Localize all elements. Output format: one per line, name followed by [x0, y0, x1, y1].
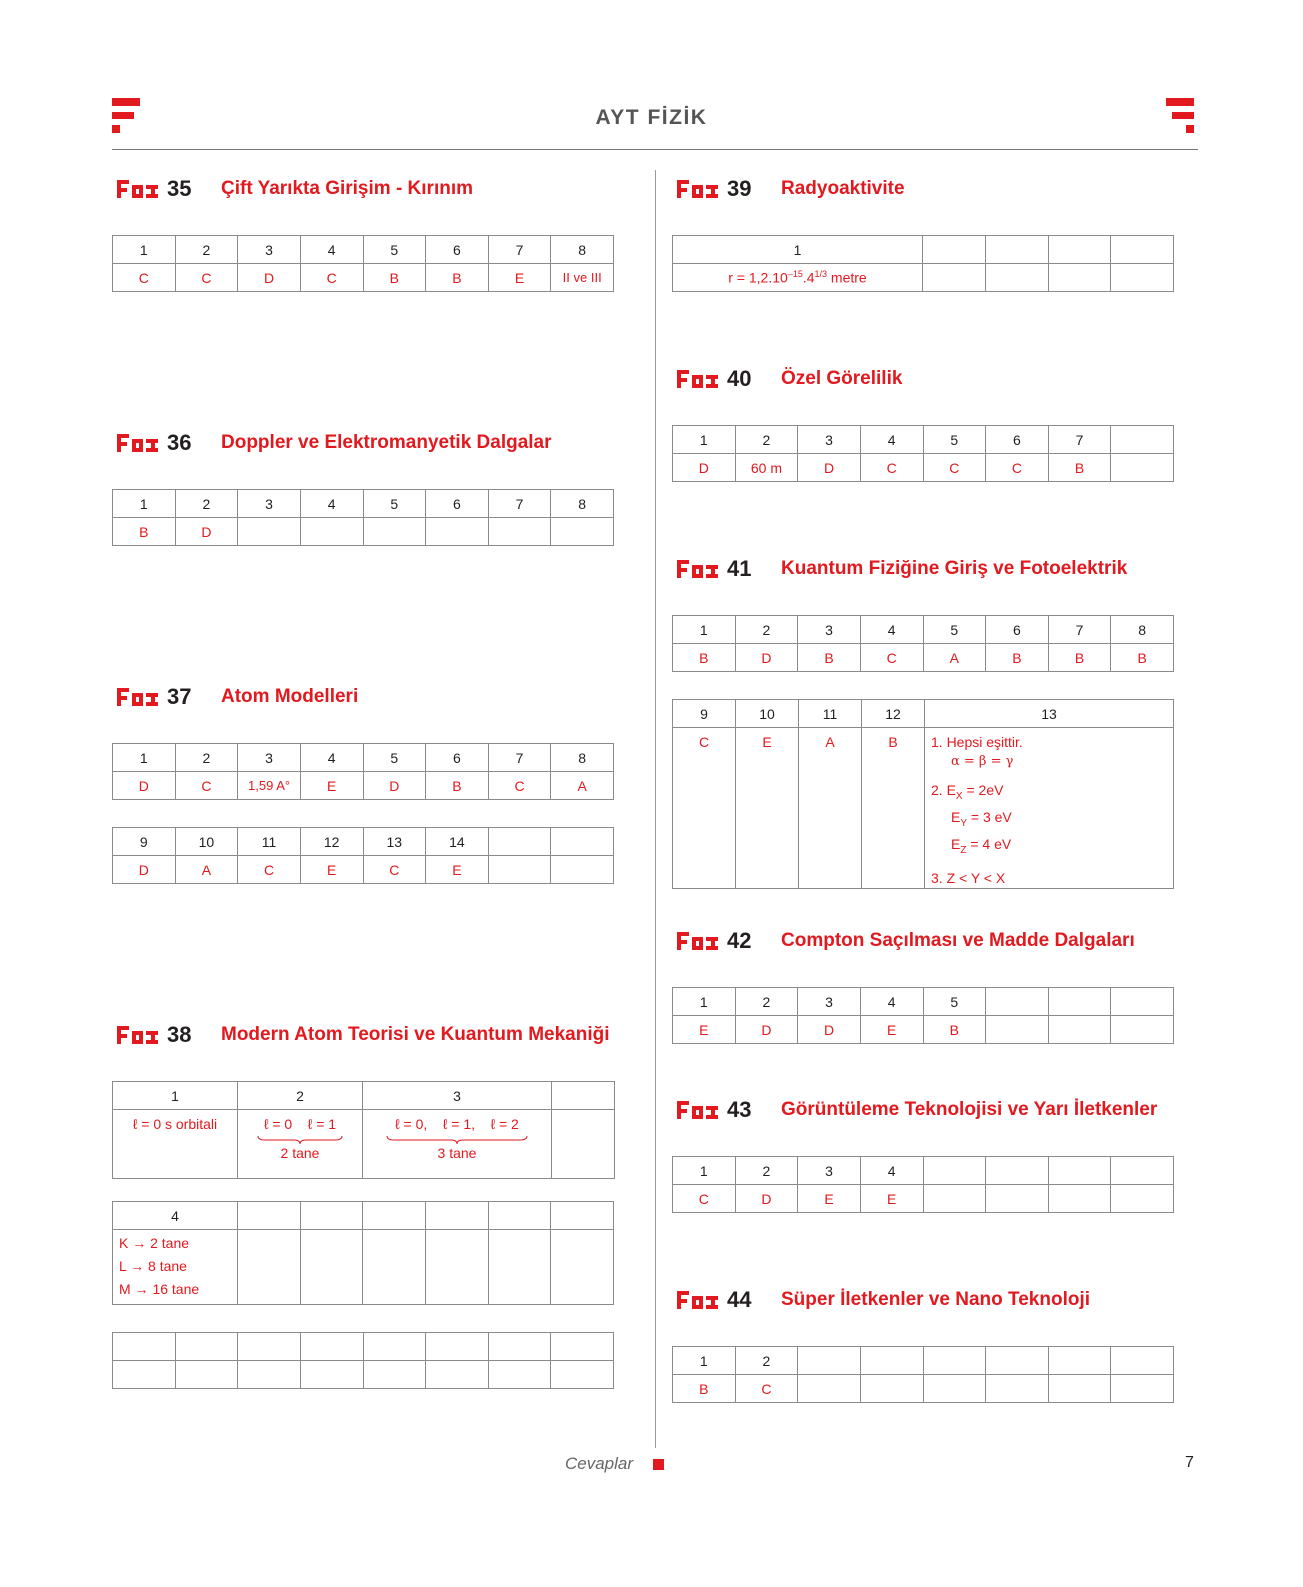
answer-cell: E [860, 1185, 923, 1213]
table-cell: 2 [175, 490, 238, 518]
answer-cell [986, 1375, 1049, 1403]
answer-cell: B [798, 644, 861, 672]
answer-cell: C [175, 772, 238, 800]
table-cell [798, 1347, 861, 1375]
answer-cell [860, 1375, 923, 1403]
answer-cell [488, 856, 551, 884]
table-cell: 1 [673, 1157, 736, 1185]
table-cell: 4 [860, 988, 923, 1016]
energy-value: = 2eV [962, 782, 1004, 798]
answer-cell [552, 1110, 615, 1179]
section-title: Radyoaktivite [781, 178, 905, 199]
table-cell: 4 [300, 744, 363, 772]
l-value: ℓ = 0 [263, 1116, 293, 1132]
table-cell: 4 [860, 616, 923, 644]
page-title: AYT FİZİK [595, 106, 708, 129]
table-cell [238, 1333, 301, 1361]
answer-cell [1048, 1016, 1111, 1044]
table-cell: 7 [488, 236, 551, 264]
table-cell [425, 1202, 488, 1230]
section-number: 41 [727, 556, 752, 581]
answer-cell: II ve III [551, 264, 614, 292]
faz-logo-icon [677, 560, 719, 580]
answer-table-41b [672, 699, 1174, 889]
answer-cell: B [1048, 454, 1111, 482]
answer-cell [425, 1230, 488, 1305]
answer-cell [1111, 1016, 1174, 1044]
answer-cell: 60 m [735, 454, 798, 482]
table-cell: 3 [798, 1157, 861, 1185]
table-cell: 4 [113, 1202, 238, 1230]
answer-cell [488, 1230, 551, 1305]
answer-table-43 [672, 1156, 1174, 1213]
answer-cell: B [673, 1375, 736, 1403]
section-number: 38 [167, 1022, 192, 1047]
answer-table-37b [112, 827, 614, 884]
section-39-heading [672, 174, 1192, 206]
table-cell: 3 [798, 988, 861, 1016]
table-cell: 8 [1111, 616, 1174, 644]
answer-cell: D [175, 518, 238, 546]
answer-cell [673, 264, 923, 292]
section-number: 44 [727, 1287, 752, 1312]
answer-cell: B [673, 644, 736, 672]
table-cell [488, 1333, 551, 1361]
table-cell: 4 [300, 490, 363, 518]
formula-exponent: –15 [787, 269, 803, 280]
answer-cell: B [363, 264, 426, 292]
table-cell: 14 [426, 828, 489, 856]
table-cell [551, 1333, 614, 1361]
table-cell: 6 [426, 744, 489, 772]
answer-cell: D [113, 856, 176, 884]
answer-cell [798, 1375, 861, 1403]
section-40-heading [672, 364, 1192, 396]
formula-exponent: 1/3 [814, 269, 828, 280]
table-cell: 2 [175, 744, 238, 772]
answer-table-40 [672, 425, 1174, 482]
table-cell: 13 [925, 700, 1174, 728]
answer-cell: 1,59 A° [238, 772, 301, 800]
table-cell [1111, 1157, 1174, 1185]
answer-cell: C [238, 856, 301, 884]
answer-cell: D [363, 772, 426, 800]
q13-item-2-line [931, 807, 1173, 834]
table-cell: 12 [862, 700, 925, 728]
answer-cell [551, 856, 614, 884]
answer-cell: D [673, 454, 736, 482]
table-cell: 3 [238, 490, 301, 518]
header-divider [112, 149, 1198, 150]
orbital-count: 2 tane [280, 1145, 320, 1161]
table-cell [363, 1333, 426, 1361]
l-value: ℓ = 1 [307, 1116, 337, 1132]
answer-cell: A [799, 728, 862, 889]
faz-logo-icon [117, 434, 159, 454]
answer-cell: D [113, 772, 176, 800]
answer-cell [363, 1110, 552, 1179]
table-cell [175, 1333, 238, 1361]
column-divider [655, 170, 656, 1448]
answer-cell: C [488, 772, 551, 800]
table-cell: 1 [673, 426, 736, 454]
answer-cell: C [986, 454, 1049, 482]
table-cell: 8 [551, 490, 614, 518]
answer-cell: D [238, 264, 301, 292]
table-cell: 7 [488, 744, 551, 772]
answer-cell: C [175, 264, 238, 292]
answer-table-42 [672, 987, 1174, 1044]
orbital-count: 3 tane [437, 1145, 477, 1161]
q13-item-2-line [931, 834, 1173, 861]
table-cell: 3 [798, 426, 861, 454]
answer-cell: A [175, 856, 238, 884]
answer-cell: A [551, 772, 614, 800]
section-number: 37 [167, 684, 192, 709]
answer-cell [363, 1230, 426, 1305]
shell-line: K → 2 tane [119, 1235, 190, 1251]
answer-cell [923, 1375, 986, 1403]
energy-value: = 3 eV [967, 808, 1012, 825]
table-cell [986, 1347, 1049, 1375]
section-title: Görüntüleme Teknolojisi ve Yarı İletkenler [781, 1099, 1158, 1120]
table-cell: 1 [673, 988, 736, 1016]
subscript: X [955, 790, 963, 802]
table-cell: 3 [363, 1082, 552, 1110]
table-cell: 5 [363, 744, 426, 772]
curly-brace-icon [257, 1135, 343, 1145]
energy-value: = 4 eV [966, 835, 1012, 852]
faz-logo-icon [117, 1026, 159, 1046]
section-number: 39 [727, 176, 752, 201]
answer-cell [113, 1361, 176, 1389]
formula-part: .4 [802, 269, 815, 286]
answer-cell [238, 1361, 301, 1389]
table-cell [238, 1202, 301, 1230]
answer-cell [1111, 264, 1174, 292]
table-cell: 6 [426, 236, 489, 264]
table-cell: 1 [673, 236, 923, 264]
answer-cell: B [1048, 644, 1111, 672]
answer-cell: C [860, 454, 923, 482]
table-cell: 2 [735, 1157, 798, 1185]
answer-cell [1111, 454, 1174, 482]
answer-cell: B [986, 644, 1049, 672]
table-cell: 1 [673, 1347, 736, 1375]
shell-line: L → 8 tane [119, 1258, 187, 1274]
faz-logo-icon [677, 932, 719, 952]
section-title: Atom Modelleri [221, 686, 359, 707]
table-cell: 5 [923, 988, 986, 1016]
answer-cell: B [426, 264, 489, 292]
table-cell: 2 [735, 616, 798, 644]
answer-cell: D [735, 1016, 798, 1044]
table-cell [426, 1333, 489, 1361]
faz-logo-icon [677, 370, 719, 390]
answer-cell [1048, 1185, 1111, 1213]
section-43-heading [672, 1095, 1212, 1127]
answer-cell [363, 1361, 426, 1389]
table-cell: 2 [175, 236, 238, 264]
answer-cell [1048, 1375, 1111, 1403]
table-cell [923, 236, 986, 264]
table-cell: 9 [673, 700, 736, 728]
table-cell: 5 [923, 616, 986, 644]
q13-item-3: 3. Z < Y < X [931, 870, 1006, 887]
section-title: Özel Görelilik [781, 368, 903, 389]
table-cell: 13 [363, 828, 426, 856]
faz-logo-icon [677, 180, 719, 200]
section-title: Çift Yarıkta Girişim - Kırınım [221, 178, 474, 199]
table-cell [1111, 236, 1174, 264]
section-35-heading [112, 174, 632, 206]
answer-cell [986, 1185, 1049, 1213]
table-cell: 4 [860, 1157, 923, 1185]
answer-cell [1111, 1185, 1174, 1213]
l-value: ℓ = 1, [442, 1116, 476, 1132]
section-title: Kuantum Fiziğine Giriş ve Fotoelektrik [781, 558, 1128, 579]
table-cell: 7 [1048, 426, 1111, 454]
answer-cell: B [113, 518, 176, 546]
answer-cell [925, 728, 1174, 889]
subscript: Z [960, 844, 967, 856]
table-cell: 1 [673, 616, 736, 644]
s-orbital-answer: ℓ = 0 s orbitali [132, 1116, 218, 1132]
section-number: 35 [167, 176, 192, 201]
curly-brace-icon [386, 1135, 528, 1145]
answer-cell: E [736, 728, 799, 889]
answer-table-36 [112, 489, 614, 546]
table-cell: 4 [860, 426, 923, 454]
answer-cell [113, 1230, 238, 1305]
table-cell: 4 [300, 236, 363, 264]
footer-label: Cevaplar [565, 1454, 634, 1473]
faz-logo-icon [677, 1291, 719, 1311]
answer-cell [300, 518, 363, 546]
q13-item-1b: α = β = γ [951, 754, 1014, 769]
answer-cell [300, 1230, 363, 1305]
answer-cell: C [300, 264, 363, 292]
formula-unit: metre [827, 269, 867, 286]
answer-cell [113, 1110, 238, 1179]
table-cell: 1 [113, 1082, 238, 1110]
answer-cell: C [673, 1185, 736, 1213]
table-cell [985, 236, 1048, 264]
table-cell: 10 [736, 700, 799, 728]
page-number: 7 [1185, 1454, 1194, 1471]
table-cell: 11 [238, 828, 301, 856]
table-cell: 7 [1048, 616, 1111, 644]
section-number: 42 [727, 928, 752, 953]
l-value: ℓ = 2 [490, 1116, 519, 1132]
answer-cell: D [798, 1016, 861, 1044]
answer-cell: E [300, 772, 363, 800]
answer-cell: D [735, 644, 798, 672]
answer-cell [551, 518, 614, 546]
q13-item-2-label: 2. E [931, 782, 956, 798]
faz-logo-icon [117, 688, 159, 708]
answer-cell: E [300, 856, 363, 884]
table-cell: 10 [175, 828, 238, 856]
table-cell [923, 1157, 986, 1185]
section-title: Modern Atom Teorisi ve Kuantum Mekaniği [221, 1024, 610, 1045]
table-cell: 5 [923, 426, 986, 454]
q13-item-2 [931, 780, 1173, 807]
answer-cell [551, 1230, 614, 1305]
answer-cell: B [426, 772, 489, 800]
answer-cell [426, 1361, 489, 1389]
faz-logo-icon [117, 180, 159, 200]
section-title: Süper İletkenler ve Nano Teknoloji [781, 1289, 1091, 1310]
answer-table-44 [672, 1346, 1174, 1403]
section-number: 40 [727, 366, 752, 391]
answer-cell: B [862, 728, 925, 889]
section-37-heading [112, 682, 632, 714]
answer-cell [488, 1361, 551, 1389]
table-cell [551, 1202, 614, 1230]
table-cell [1048, 988, 1111, 1016]
table-cell [488, 828, 551, 856]
answer-cell: C [860, 644, 923, 672]
answer-cell: B [1111, 644, 1174, 672]
table-cell [986, 1157, 1049, 1185]
answer-cell: A [923, 644, 986, 672]
answer-cell: C [673, 728, 736, 889]
table-cell: 3 [238, 744, 301, 772]
table-cell: 8 [551, 236, 614, 264]
table-cell: 11 [799, 700, 862, 728]
section-42-heading [672, 926, 1212, 958]
table-cell [113, 1333, 176, 1361]
table-cell: 2 [238, 1082, 363, 1110]
answer-cell [1111, 1375, 1174, 1403]
table-cell [552, 1082, 615, 1110]
answer-cell: E [673, 1016, 736, 1044]
answer-cell [488, 518, 551, 546]
section-44-heading [672, 1285, 1212, 1317]
table-cell: 6 [986, 426, 1049, 454]
table-cell: 12 [300, 828, 363, 856]
faz-logo-icon [677, 1101, 719, 1121]
table-cell: 2 [735, 1347, 798, 1375]
table-cell [923, 1347, 986, 1375]
table-cell [1048, 1157, 1111, 1185]
footer-square-icon [653, 1459, 664, 1470]
table-cell [1111, 426, 1174, 454]
table-cell [860, 1347, 923, 1375]
answer-cell: B [923, 1016, 986, 1044]
energy-symbol: E [951, 808, 961, 825]
answer-cell [363, 518, 426, 546]
table-cell: 9 [113, 828, 176, 856]
answer-cell [300, 1361, 363, 1389]
table-cell: 1 [113, 236, 176, 264]
table-cell: 5 [363, 490, 426, 518]
answer-table-38b [112, 1201, 614, 1305]
answer-table-38a [112, 1081, 615, 1179]
answer-table-38c [112, 1332, 614, 1389]
answer-cell [426, 518, 489, 546]
section-title: Compton Saçılması ve Madde Dalgaları [781, 930, 1135, 951]
answer-table-37a [112, 743, 614, 800]
answer-cell [238, 1110, 363, 1179]
answer-cell [1048, 264, 1111, 292]
table-cell [1048, 1347, 1111, 1375]
answer-cell: E [860, 1016, 923, 1044]
table-cell: 8 [551, 744, 614, 772]
table-cell [551, 828, 614, 856]
l-value: ℓ = 0, [395, 1116, 428, 1132]
table-cell: 7 [488, 490, 551, 518]
table-cell: 6 [986, 616, 1049, 644]
answer-cell: D [798, 454, 861, 482]
table-cell [488, 1202, 551, 1230]
table-cell: 3 [238, 236, 301, 264]
answer-cell [238, 1230, 301, 1305]
answer-cell: C [735, 1375, 798, 1403]
table-cell: 2 [735, 426, 798, 454]
answer-table-35 [112, 235, 614, 292]
section-number: 36 [167, 430, 192, 455]
shell-line: M → 16 tane [119, 1281, 200, 1297]
table-cell [363, 1202, 426, 1230]
table-cell: 2 [735, 988, 798, 1016]
answer-cell [923, 264, 986, 292]
energy-symbol: E [951, 835, 961, 852]
table-cell [300, 1333, 363, 1361]
section-38-heading [112, 1020, 642, 1052]
table-cell [986, 988, 1049, 1016]
answer-cell: C [923, 454, 986, 482]
table-cell: 6 [426, 490, 489, 518]
table-cell [1111, 1347, 1174, 1375]
section-title: Doppler ve Elektromanyetik Dalgalar [221, 432, 552, 453]
answer-cell: D [735, 1185, 798, 1213]
table-cell: 1 [113, 490, 176, 518]
subscript: Y [960, 817, 968, 829]
answer-cell: E [798, 1185, 861, 1213]
answer-cell [985, 264, 1048, 292]
answer-cell: E [488, 264, 551, 292]
radius-formula: r = 1,2.10 [728, 269, 788, 286]
table-cell: 3 [798, 616, 861, 644]
answer-cell [551, 1361, 614, 1389]
table-cell [300, 1202, 363, 1230]
section-number: 43 [727, 1097, 752, 1122]
answer-cell [986, 1016, 1049, 1044]
table-cell [1111, 988, 1174, 1016]
answer-table-39 [672, 235, 1174, 292]
table-cell [1048, 236, 1111, 264]
table-cell: 1 [113, 744, 176, 772]
answer-table-41a [672, 615, 1174, 672]
q13-item-1: 1. Hepsi eşittir. [931, 734, 1023, 750]
section-36-heading [112, 428, 632, 460]
answer-cell: C [363, 856, 426, 884]
answer-cell: E [426, 856, 489, 884]
answer-cell [238, 518, 301, 546]
answer-cell: C [113, 264, 176, 292]
table-cell: 5 [363, 236, 426, 264]
answer-cell [175, 1361, 238, 1389]
answer-cell [923, 1185, 986, 1213]
section-41-heading [672, 554, 1212, 586]
